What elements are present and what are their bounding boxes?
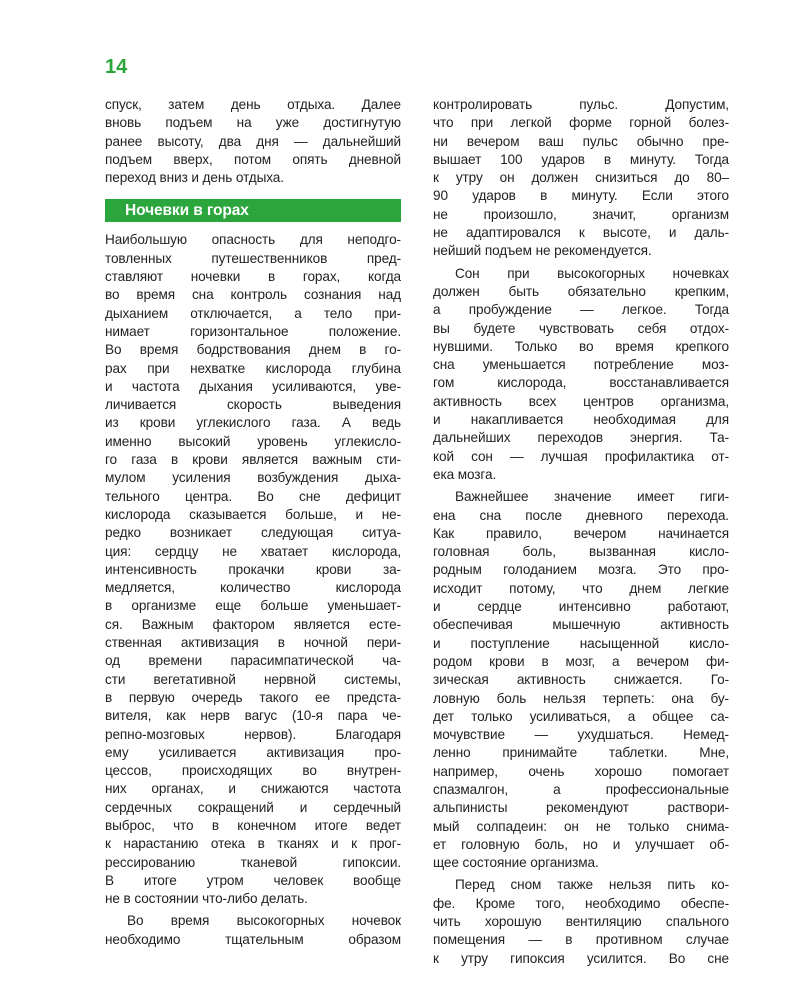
text-line: в первую очередь такого ее предста- — [105, 689, 401, 705]
text-line: тельного центра. Во сне дефицит — [105, 488, 401, 504]
text-line: ека мозга. — [433, 466, 497, 482]
text-line: рах при нехватке кислорода глубина — [105, 360, 401, 376]
text-line: цессов, происходящих во внутрен- — [105, 763, 401, 779]
text-line: рессированию тканевой гипоксии. — [105, 854, 401, 870]
text-line: и накапливается необходимая для — [433, 412, 729, 428]
paragraph-coffee — [433, 876, 729, 967]
text-line: ему усиливается активизация про- — [105, 744, 401, 760]
text-line: головная боль, вызванная кисло- — [433, 544, 729, 560]
text-line: интенсивность прокачки крови за- — [105, 561, 401, 577]
text-line: Сон при высокогорных ночевках — [455, 265, 729, 281]
section-heading: Ночевки в горах — [105, 199, 401, 222]
text-line: них органах, и снижаются частота — [105, 781, 401, 797]
text-line: од времени парасимпатической ча- — [105, 653, 401, 669]
text-line: личивается скорость выведения — [105, 397, 401, 413]
text-line: ставляют ночевки в горах, когда — [105, 269, 401, 285]
text-line: редко возникает следующая ситуа- — [105, 525, 401, 541]
text-line: и поступление насыщенной кисло- — [433, 635, 729, 651]
text-line: репно-мозговых нервов). Благодаря — [105, 726, 401, 742]
text-line: ленно принимайте таблетки. Мне, — [433, 745, 729, 761]
text-line: родом крови в мозг, а вечером фи- — [433, 653, 729, 669]
text-line: дет только усиливаться, а общее са- — [433, 708, 729, 724]
text-line: родным голоданием мозга. Это про- — [433, 562, 729, 578]
text-line: из крови углекислого газа. А ведь — [105, 415, 401, 431]
text-line: вы будете чувствовать себя отдох- — [433, 320, 729, 336]
text-line: нимает горизонтальное положение. — [105, 323, 401, 339]
right-column — [433, 96, 729, 968]
paragraph-intro — [105, 96, 401, 187]
text-line: Во время бодрствования днем в го- — [105, 342, 401, 358]
text-line: щее состояние организма. — [433, 855, 599, 871]
text-line: кислорода сказывается больше, и не- — [105, 506, 401, 522]
text-line: помещения — в противном случае — [433, 932, 729, 948]
paragraph-main — [105, 231, 401, 908]
text-line: чить хорошую вентиляцию спального — [433, 914, 729, 930]
text-line: Как правило, вечером начинается — [433, 525, 729, 541]
text-line: ранее высоту, два дня — дальнейший — [105, 133, 401, 149]
text-line: вышает 100 ударов в минуту. Тогда — [433, 151, 729, 167]
text-line: сти вегетативной нервной системы, — [105, 671, 401, 687]
text-line: нейший подъем не рекомендуется. — [433, 243, 652, 259]
text-line: дальнейших переходов энергия. Та- — [433, 430, 729, 446]
text-line: во время сна контроль сознания над — [105, 287, 401, 303]
text-line: сердечных сокращений и сердечный — [105, 799, 401, 815]
text-line: должен быть обязательно крепким, — [433, 283, 729, 299]
text-line: ся. Важным фактором является есте- — [105, 616, 401, 632]
text-line: В итоге утром человек вообще — [105, 872, 401, 888]
text-line: не в состоянии что-либо делать. — [105, 891, 308, 907]
text-line: к утру гипоксия усилится. Во сне — [433, 950, 729, 966]
text-line: ственная активизация в ночной пери- — [105, 635, 401, 651]
text-line: например, очень хорошо помогает — [433, 763, 729, 779]
text-line: сна уменьшается потребление моз- — [433, 357, 729, 373]
text-line: го газа в крови является важным сти- — [105, 452, 401, 468]
text-line: Наибольшую опасность для неподго- — [105, 232, 401, 248]
text-line: медляется, количество кислорода — [105, 580, 401, 596]
text-line: фе. Кроме того, необходимо обеспе- — [433, 895, 729, 911]
text-line: 90 ударов в минуту. Если этого — [433, 188, 729, 204]
text-line: выброс, что в конечном итоге ведет — [105, 817, 401, 833]
text-line: вителя, как нерв вагус (10-я пара че- — [105, 708, 401, 724]
text-line: не адаптировался к высоте, и даль- — [433, 225, 729, 241]
text-line: зическая активность снижается. Го- — [433, 672, 729, 688]
text-line: контролировать пульс. Допустим, — [433, 97, 729, 112]
text-line: и сердце интенсивно работают, — [433, 599, 729, 615]
text-line: ловную боль нельзя терпеть: она бу- — [433, 690, 729, 706]
text-line: спуск, затем день отдыха. Далее — [105, 97, 401, 112]
left-column — [105, 96, 401, 949]
text-line: к нарастанию отека в тканях и к прог- — [105, 836, 401, 852]
text-line: гом кислорода, восстанавливается — [433, 375, 729, 391]
text-line: и частота дыхания усиливаются, уве- — [105, 378, 401, 394]
text-line: ция: сердцу не хватает кислорода, — [105, 543, 401, 559]
page-number: 14 — [105, 56, 128, 78]
text-line: вновь подъем на уже достигнутую — [105, 115, 401, 131]
paragraph-sleep — [433, 265, 729, 485]
text-line: именно высокий уровень углекисло- — [105, 433, 401, 449]
text-line: ни вечером ваш пульс обычно пре- — [433, 133, 729, 149]
text-line: ет головную боль, но и улучшает об- — [433, 836, 729, 852]
text-line: подъем вверх, потом опять дневной — [105, 151, 401, 167]
text-line: обеспечивая мышечную активность — [433, 617, 729, 633]
text-line: мулом усиления возбуждения дыха- — [105, 470, 401, 486]
text-line: мый солпадеин: он не только снима- — [433, 818, 729, 834]
text-line: Важнейшее значение имеет гиги- — [455, 489, 729, 505]
text-line: ена сна после дневного перехода. — [433, 507, 729, 523]
text-line: а пробуждение — легкое. Тогда — [433, 302, 729, 318]
text-line: альпинисты рекомендуют раствори- — [433, 800, 729, 816]
text-line: нувшими. Только во время крепкого — [433, 338, 729, 354]
text-line: к утру он должен снизиться до 80– — [433, 170, 729, 186]
text-line: переход вниз и день отдыха. — [105, 170, 284, 186]
text-line: Перед сном также нельзя пить ко- — [455, 877, 729, 893]
text-line: что при легкой форме горной болез- — [433, 115, 729, 131]
paragraph-hygiene — [433, 488, 729, 872]
paragraph-night — [105, 912, 401, 949]
text-line: необходимо тщательным образом — [105, 931, 401, 947]
text-line: мочувствие — ухудшаться. Немед- — [433, 727, 729, 743]
text-line: Во время высокогорных ночевок — [127, 913, 401, 929]
text-line: не произошло, значит, организм — [433, 206, 729, 222]
paragraph-pulse — [433, 96, 729, 261]
text-line: дыханием отключается, а тело при- — [105, 305, 401, 321]
text-line: активность всех центров организма, — [433, 393, 729, 409]
text-line: товленных путешественников пред- — [105, 250, 401, 266]
text-line: исходит потому, что днем легкие — [433, 580, 729, 596]
text-line: в организме еще больше уменьшает- — [105, 598, 401, 614]
text-line: спазмалгон, а профессиональные — [433, 781, 729, 797]
text-line: кой сон — лучшая профилактика от- — [433, 448, 729, 464]
